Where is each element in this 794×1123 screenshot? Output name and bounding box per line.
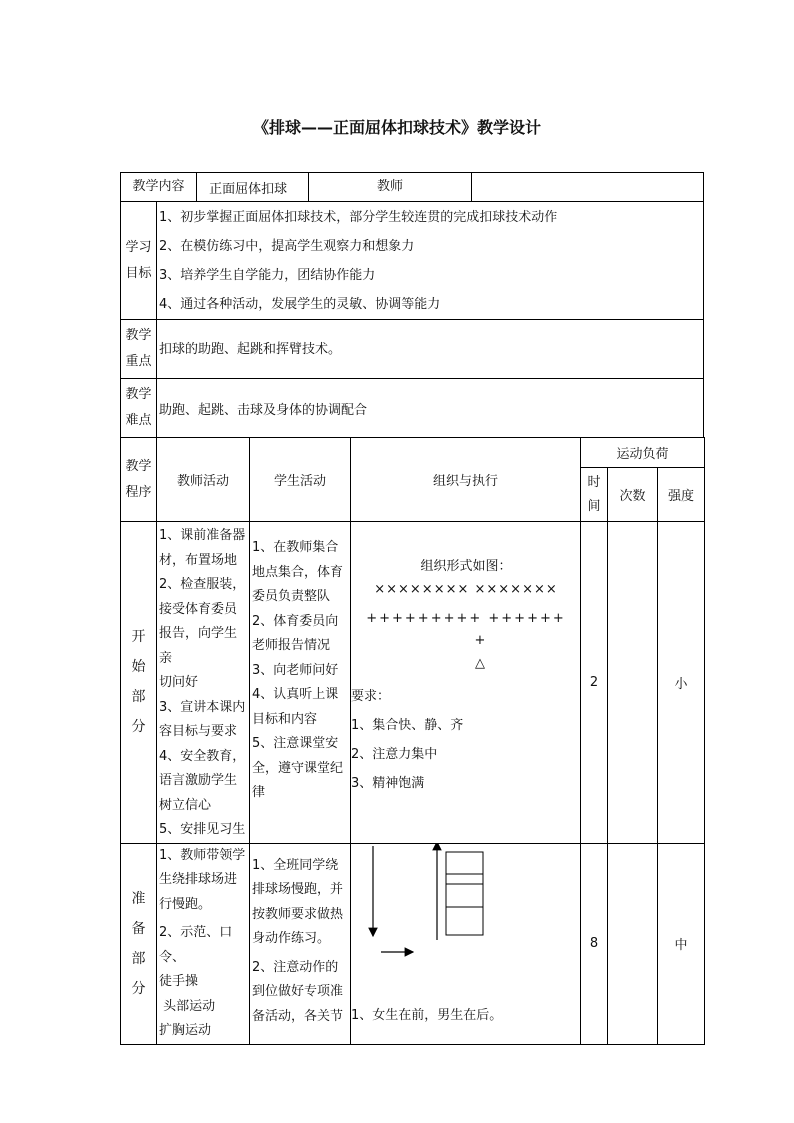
content-value: 正面屈体扣球 bbox=[197, 173, 309, 202]
start-section-name bbox=[121, 522, 157, 844]
key-points-label bbox=[121, 320, 157, 379]
start-student-line: 2、体育委员向 bbox=[252, 613, 339, 629]
procedure-header-line2: 程序 bbox=[125, 484, 152, 500]
teacher-triangle-icon: △ bbox=[475, 656, 485, 671]
teacher-activity-header: 教师活动 bbox=[157, 438, 250, 522]
prep-time: 8 bbox=[581, 843, 608, 1044]
teacher-label: 教师 bbox=[309, 173, 471, 202]
start-teacher-line: 4、安全教育， bbox=[159, 748, 246, 764]
start-student-activity bbox=[250, 522, 351, 844]
load-header: 运动负荷 bbox=[581, 438, 705, 468]
start-teacher-line: 容目标与要求 bbox=[159, 724, 238, 739]
prep-section-row bbox=[121, 843, 705, 1044]
time-header bbox=[581, 468, 608, 522]
difficulties-label bbox=[121, 379, 157, 438]
prep-student-line: 按教师要求做热 bbox=[252, 906, 344, 922]
start-student-line: 4、认真听上课 bbox=[252, 687, 339, 702]
prep-student-line: 1、全班同学绕 bbox=[252, 857, 339, 873]
student-activity-header: 学生活动 bbox=[250, 438, 351, 522]
goals-table bbox=[120, 201, 704, 320]
prep-count bbox=[608, 843, 658, 1044]
start-name-char: 分 bbox=[131, 719, 146, 736]
procedure-header-line1: 教学 bbox=[125, 458, 152, 474]
prep-name-char: 备 bbox=[131, 920, 146, 937]
start-name-char: 始 bbox=[131, 659, 146, 676]
start-teacher-activity bbox=[157, 522, 250, 844]
start-time: 2 bbox=[581, 522, 608, 844]
goals-list bbox=[157, 202, 704, 320]
prep-student-line: 到位做好专项准 bbox=[252, 984, 344, 999]
key-points-label-line1: 教学 bbox=[125, 328, 152, 343]
prep-student-activity bbox=[250, 843, 351, 1044]
start-intensity: 小 bbox=[658, 522, 705, 844]
prep-name-char: 分 bbox=[131, 980, 146, 997]
start-name-char: 开 bbox=[131, 629, 146, 646]
content-label: 教学内容 bbox=[121, 173, 197, 202]
start-teacher-line: 5、安排见习生 bbox=[159, 822, 246, 837]
prep-teacher-line: 1、教师带领学 bbox=[159, 847, 246, 863]
lesson-info-table bbox=[120, 172, 704, 202]
requirements-title: 要求： bbox=[351, 689, 391, 704]
goal-item: 1、初步掌握正面屈体扣球技术，部分学生较连贯的完成扣球技术动作 bbox=[159, 209, 558, 225]
prep-teacher-line: 生绕排球场进 bbox=[159, 872, 238, 887]
start-teacher-line: 树立信心 bbox=[159, 797, 212, 813]
document-title: 《排球——正面屈体扣球技术》教学设计 bbox=[252, 118, 541, 137]
procedure-table bbox=[120, 437, 705, 1045]
goal-item: 3、培养学生自学能力，团结协作能力 bbox=[159, 267, 376, 283]
prep-teacher-activity bbox=[157, 843, 250, 1044]
start-student-line: 委员负责整队 bbox=[252, 589, 331, 604]
difficulties-table bbox=[120, 378, 704, 438]
prep-intensity: 中 bbox=[658, 843, 705, 1044]
formation-row-plus-extra: + bbox=[474, 633, 486, 648]
prep-student-line: 身动作练习。 bbox=[252, 931, 331, 946]
goals-label-line2: 目标 bbox=[125, 265, 152, 281]
start-student-line: 老师报告情况 bbox=[252, 638, 331, 653]
organization-header: 组织与执行 bbox=[351, 438, 581, 522]
start-student-line: 3、向老师问好 bbox=[252, 662, 339, 678]
start-student-line: 地点集合，体育 bbox=[252, 564, 344, 580]
start-teacher-line: 语言激励学生 bbox=[159, 773, 238, 788]
prep-org-note: 1、女生在前，男生在后。 bbox=[351, 1007, 503, 1023]
org-form-title: 组织形式如图： bbox=[420, 559, 512, 574]
key-points-value: 扣球的助跑、起跳和挥臂技术。 bbox=[157, 320, 704, 379]
prep-section-name bbox=[121, 843, 157, 1044]
prep-name-char: 部 bbox=[131, 950, 146, 967]
count-header: 次数 bbox=[608, 468, 658, 522]
start-organization bbox=[351, 522, 581, 844]
goals-label bbox=[121, 202, 157, 320]
goal-item: 4、通过各种活动，发展学生的灵敏、协调等能力 bbox=[159, 296, 441, 312]
start-teacher-line: 1、课前准备器 bbox=[159, 528, 246, 543]
key-points-label-line2: 重点 bbox=[125, 354, 152, 369]
difficulties-label-line2: 难点 bbox=[125, 413, 152, 428]
start-teacher-line: 材，布置场地 bbox=[159, 552, 238, 568]
start-student-line: 律 bbox=[252, 785, 266, 800]
requirement-item: 3、精神饱满 bbox=[351, 776, 425, 791]
start-section-row bbox=[121, 522, 705, 844]
prep-teacher-line: 徒手操 bbox=[159, 974, 199, 989]
prep-student-line: 排球场慢跑，并 bbox=[252, 882, 344, 897]
teacher-value bbox=[471, 173, 703, 202]
prep-student-line: 备活动，各关节 bbox=[252, 1008, 344, 1024]
start-teacher-line: 2、检查服装， bbox=[159, 577, 246, 592]
formation-row-plus: +++++++++ ++++++ bbox=[366, 611, 566, 626]
start-student-line: 目标和内容 bbox=[252, 711, 318, 727]
start-teacher-line: 报告，向学生亲 bbox=[159, 626, 238, 666]
difficulties-label-line1: 教学 bbox=[125, 387, 152, 402]
intensity-header: 强度 bbox=[658, 468, 705, 522]
time-header-line2: 间 bbox=[587, 498, 601, 514]
requirement-item: 1、集合快、静、齐 bbox=[351, 718, 464, 733]
start-teacher-line: 接受体育委员 bbox=[159, 601, 238, 617]
start-student-line: 5、注意课堂安 bbox=[252, 736, 339, 751]
start-student-line: 全，遵守课堂纪 bbox=[252, 760, 344, 776]
start-name-char: 部 bbox=[131, 689, 146, 706]
requirement-item: 2、注意力集中 bbox=[351, 747, 438, 762]
prep-teacher-line: 头部运动 bbox=[159, 998, 216, 1014]
prep-organization bbox=[351, 843, 581, 1044]
goals-label-line1: 学习 bbox=[125, 239, 152, 255]
prep-student-line: 2、注意动作的 bbox=[252, 959, 339, 975]
goal-item: 2、在模仿练习中，提高学生观察力和想象力 bbox=[159, 238, 415, 254]
start-student-line: 1、在教师集合 bbox=[252, 540, 339, 555]
time-header-line1: 时 bbox=[587, 474, 601, 490]
start-teacher-line: 切问好 bbox=[159, 675, 199, 690]
prep-teacher-line: 2、示范、口令、 bbox=[159, 925, 233, 965]
prep-teacher-line: 扩胸运动 bbox=[159, 1023, 212, 1038]
prep-teacher-line: 行慢跑。 bbox=[159, 896, 212, 912]
start-count bbox=[608, 522, 658, 844]
start-teacher-line: 3、宣讲本课内 bbox=[159, 699, 246, 715]
difficulties-value: 助跑、起跳、击球及身体的协调配合 bbox=[157, 379, 704, 438]
formation-row-x: ×××××××× ××××××× bbox=[374, 582, 558, 597]
prep-name-char: 准 bbox=[131, 890, 146, 907]
volleyball-court-icon bbox=[446, 852, 483, 935]
procedure-header bbox=[121, 438, 157, 522]
key-points-table bbox=[120, 319, 704, 379]
